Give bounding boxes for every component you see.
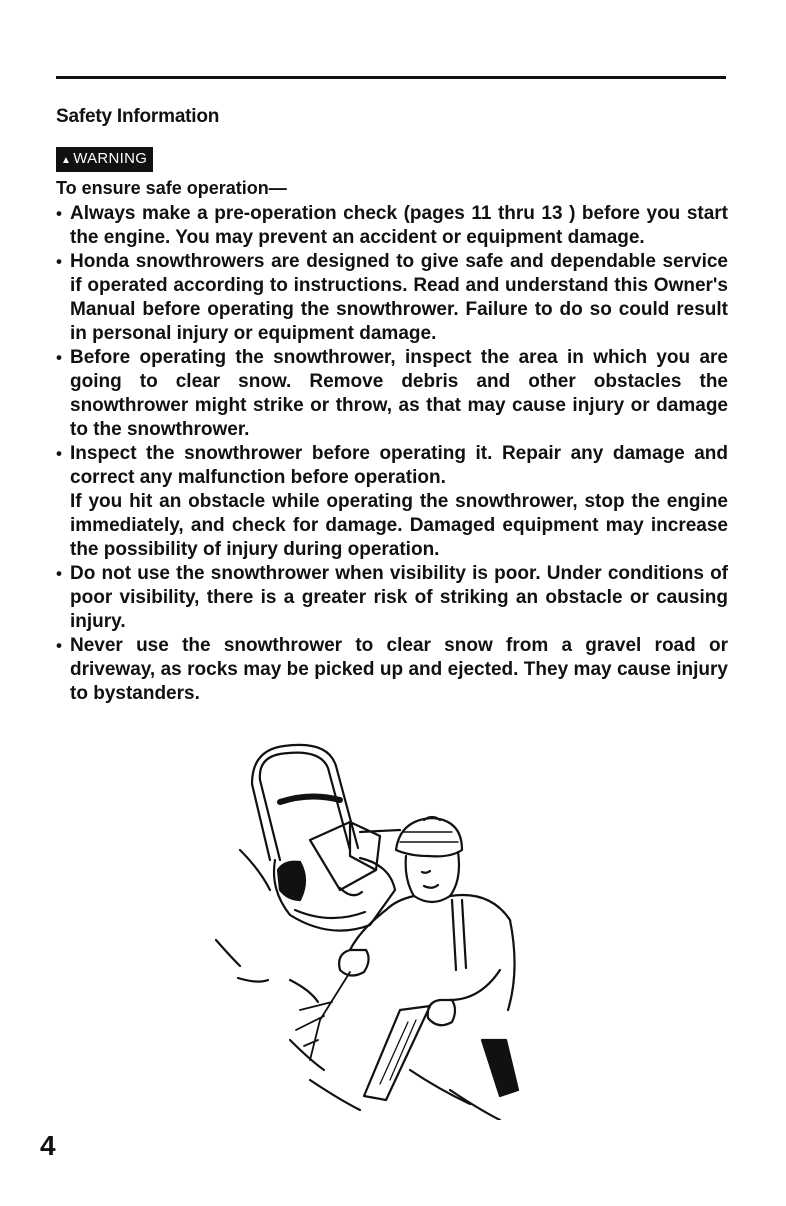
bullet-item: [56, 634, 728, 706]
page-number: 4: [40, 1130, 56, 1161]
bullet-item: [56, 562, 728, 634]
bullet-text: If you hit an obstacle while operating the snowthrower, stop the engine immediately, and check for damage. Damaged equipment may increase the possibility of injury during operation.: [70, 491, 728, 560]
bullet-text: Always make a pre-operation check (pages 11 thru 13 ) before you start the engine. You may prevent an accident or equipment damage.: [70, 203, 728, 248]
bullet-dot-icon: •: [56, 564, 62, 583]
section-title: Safety Information: [56, 106, 220, 127]
bullet-text: Never use the snowthrower to clear snow from a gravel road or driveway, as rocks may be picked up and ejected. They may cause injury to bystanders.: [70, 635, 728, 704]
warning-badge: [56, 147, 153, 172]
bullet-dot-icon: •: [56, 252, 62, 271]
bullet-text: Do not use the snowthrower when visibility is poor. Under conditions of poor visibility, there is a greater risk of striking an obstacle or causing injury.: [70, 563, 728, 632]
bullet-dot-icon: •: [56, 636, 62, 655]
intro-text: To ensure safe operation—: [56, 178, 287, 198]
warning-triangle-icon: ▲: [61, 155, 72, 166]
snowthrower-illustration: [200, 740, 540, 1120]
bullet-text: Honda snowthrowers are designed to give safe and dependable service if operated according to instructions. Read and understand this Owner's Manual before operating the snowthrower. Failure to do so could result in personal injury or equipment damage.: [70, 251, 728, 344]
bullet-dot-icon: •: [56, 444, 62, 463]
bullet-item: [56, 250, 728, 346]
safety-bullet-list: [56, 202, 728, 706]
bullet-dot-icon: •: [56, 348, 62, 367]
bullet-item: [56, 442, 728, 562]
bullet-dot-icon: •: [56, 204, 62, 223]
top-rule: [56, 76, 726, 79]
bullet-text: Before operating the snowthrower, inspect the area in which you are going to clear snow. Remove debris and other obstacles the snowthrower might strike or throw, as that may cause injury or damage to the snowthrower.: [70, 347, 728, 440]
bullet-text: Inspect the snowthrower before operating it. Repair any damage and correct any malfunction before operation.: [70, 443, 728, 488]
warning-label: WARNING: [73, 150, 148, 167]
bullet-item: [56, 346, 728, 442]
bullet-item: [56, 202, 728, 250]
